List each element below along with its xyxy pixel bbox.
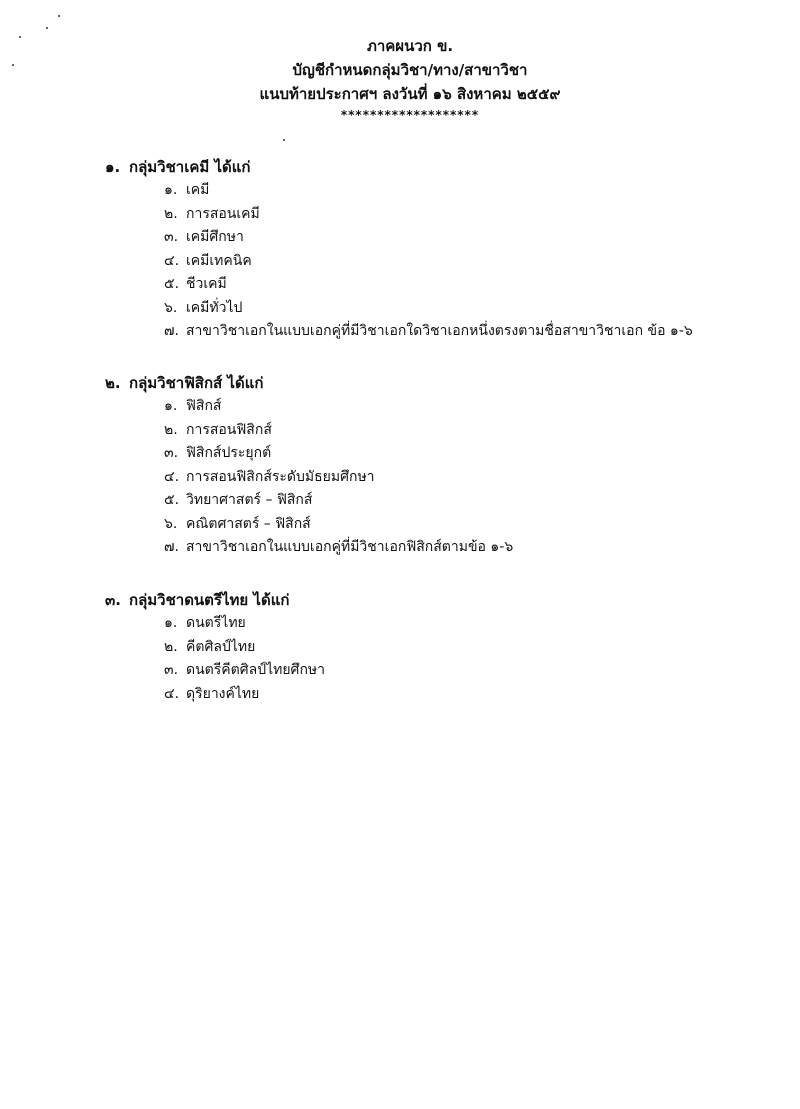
section-title: กลุ่มวิชาดนตรีไทย ได้แก่: [129, 591, 290, 609]
item-text: สาขาวิชาเอกในแบบเอกคู่ที่มีวิชาเอกใดวิชาเอกหนึ่งตรงตามชื่อสาขาวิชาเอก ข้อ ๑-๖: [186, 323, 693, 339]
section-heading: [105, 588, 745, 612]
appendix-title: ภาคผนวก ข.: [366, 37, 454, 55]
scan-speck: [283, 139, 285, 141]
item-number: ๓.: [164, 662, 179, 678]
item-number: ๑.: [164, 615, 178, 631]
section-number: ๒.: [105, 374, 121, 392]
section-chemistry: [105, 155, 745, 344]
separator-stars: *******************: [340, 108, 480, 122]
item-number: ๓.: [164, 229, 179, 245]
section-heading: [105, 155, 745, 179]
list-item: [164, 203, 745, 227]
section-number: ๓.: [105, 591, 121, 609]
list-item: [164, 419, 745, 443]
item-number: ๒.: [164, 421, 178, 438]
list-item: [164, 273, 745, 297]
item-text: ดนตรีคีตศิลป์ไทยศึกษา: [186, 662, 326, 678]
item-text: ดุริยางค์ไทย: [186, 685, 260, 702]
item-text: ฟิสิกส์: [186, 398, 222, 414]
section-number: ๑.: [105, 158, 121, 176]
item-number: ๕.: [164, 492, 180, 508]
list-item: [164, 612, 745, 636]
list-item: [164, 659, 745, 683]
item-text: เคมี: [186, 182, 210, 198]
list-item: [164, 297, 745, 321]
list-item: [164, 683, 745, 707]
section-thai-music: [105, 588, 745, 706]
item-text: ฟิสิกส์ประยุกต์: [186, 445, 272, 461]
list-item: [164, 442, 745, 466]
item-number: ๔.: [164, 685, 180, 702]
announcement-date: แนบท้ายประกาศฯ ลงวันที่ ๑๖ สิงหาคม ๒๕๕๙: [259, 85, 561, 103]
item-number: ๑.: [164, 398, 178, 414]
subject-list: [105, 179, 745, 344]
item-text: คณิตศาสตร์ – ฟิสิกส์: [186, 515, 311, 532]
list-item: [164, 466, 745, 490]
list-item: [164, 636, 745, 660]
item-number: ๗.: [164, 323, 179, 339]
item-number: ๖.: [164, 299, 178, 316]
list-item: [164, 489, 745, 513]
item-number: ๔.: [164, 468, 180, 485]
list-title: บัญชีกำหนดกลุ่มวิชา/ทาง/สาขาวิชา: [292, 61, 528, 79]
item-number: ๗.: [164, 539, 179, 555]
subject-list: [105, 395, 745, 560]
list-item: [164, 536, 745, 560]
item-number: ๕.: [164, 276, 180, 292]
list-item: [164, 395, 745, 419]
item-number: ๑.: [164, 182, 178, 198]
item-number: ๒.: [164, 638, 178, 655]
item-text: การสอนฟิสิกส์: [186, 421, 272, 438]
list-item: [164, 226, 745, 250]
list-item: [164, 320, 745, 344]
subject-list: [105, 612, 745, 706]
list-item: [164, 179, 745, 203]
item-text: การสอนฟิสิกส์ระดับมัธยมศึกษา: [186, 468, 375, 485]
item-text: คีตศิลป์ไทย: [186, 638, 256, 655]
item-text: เคมีศึกษา: [186, 229, 244, 245]
item-text: การสอนเคมี: [186, 205, 260, 222]
item-text: เคมีเทคนิค: [186, 252, 252, 269]
item-number: ๔.: [164, 252, 180, 269]
section-heading: [105, 371, 745, 395]
section-physics: [105, 371, 745, 560]
item-text: ชีวเคมี: [186, 276, 227, 292]
item-text: ดนตรีไทย: [186, 615, 246, 631]
item-text: สาขาวิชาเอกในแบบเอกคู่ที่มีวิชาเอกฟิสิกส์ตามข้อ ๑-๖: [186, 539, 514, 555]
scan-speck: [58, 15, 60, 17]
list-item: [164, 250, 745, 274]
scan-speck: [46, 27, 48, 29]
item-number: ๓.: [164, 445, 179, 461]
list-item: [164, 513, 745, 537]
item-text: วิทยาศาสตร์ – ฟิสิกส์: [186, 492, 313, 508]
section-title: กลุ่มวิชาฟิสิกส์ ได้แก่: [129, 374, 264, 392]
section-title: กลุ่มวิชาเคมี ได้แก่: [129, 158, 251, 176]
item-number: ๖.: [164, 515, 178, 532]
item-number: ๒.: [164, 205, 178, 222]
document-header: [0, 34, 800, 124]
item-text: เคมีทั่วไป: [186, 299, 243, 316]
